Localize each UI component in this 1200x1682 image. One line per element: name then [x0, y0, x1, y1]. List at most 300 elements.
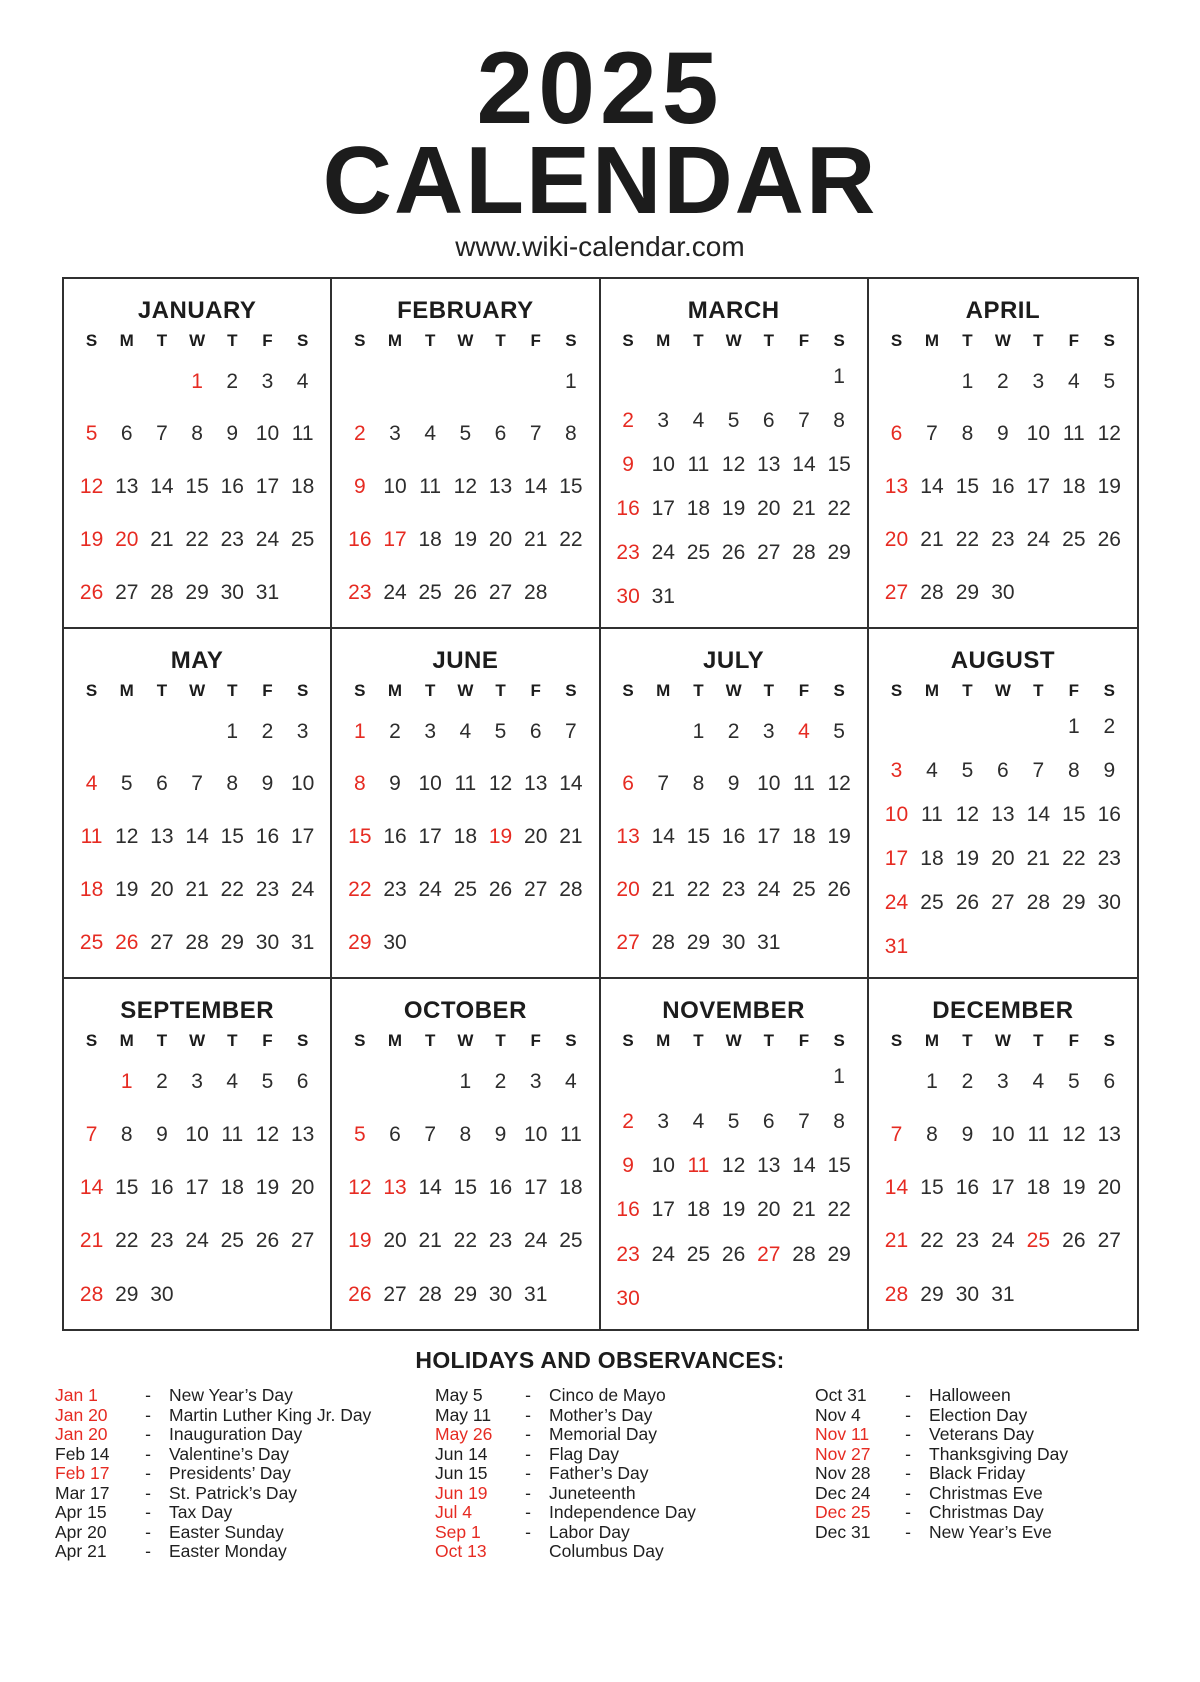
holiday-row	[815, 1484, 1145, 1504]
day-cell: 24	[524, 1229, 548, 1253]
weekday-label: T	[495, 681, 506, 701]
day-cell: 27	[488, 580, 513, 604]
weekday-label: F	[1068, 331, 1080, 351]
day-cell: 4	[1032, 1069, 1045, 1093]
day-cell: 15	[955, 475, 980, 499]
day-cell: 13	[488, 475, 513, 499]
holiday-name: Independence Day	[549, 1502, 696, 1523]
day-cell: 29	[920, 1282, 944, 1306]
day-cell: 24	[418, 877, 442, 901]
day-cell: 26	[488, 877, 513, 901]
day-cell: 30	[383, 930, 407, 954]
weekday-label: W	[994, 681, 1011, 701]
holiday-row	[435, 1542, 765, 1562]
day-cell: 11	[687, 1154, 710, 1178]
day-cell: 14	[920, 475, 944, 499]
day-cell: 21	[920, 527, 944, 551]
day-cell: 2	[261, 719, 274, 743]
month-june	[332, 629, 600, 979]
weekday-label: S	[890, 681, 903, 701]
day-cell: 5	[261, 1069, 274, 1093]
weekday-label: S	[354, 681, 366, 701]
day-cell: 30	[488, 1282, 513, 1306]
day-cell: 7	[890, 1122, 903, 1146]
weekday-label: T	[693, 331, 704, 351]
day-cell: 30	[616, 1287, 640, 1310]
day-cell: 22	[220, 877, 244, 901]
day-cell: 21	[559, 825, 583, 849]
day-cell: 4	[296, 369, 309, 393]
day-cell: 25	[792, 877, 816, 901]
weekday-header	[869, 677, 1137, 705]
day-cell: 14	[79, 1176, 104, 1200]
weekday-label: M	[656, 681, 671, 701]
month-august	[869, 629, 1137, 979]
day-cell: 25	[453, 877, 478, 901]
weekday-label: T	[1033, 331, 1044, 351]
day-cell: 17	[290, 825, 315, 849]
day-cell: 28	[920, 580, 944, 604]
holiday-row	[55, 1542, 385, 1562]
week-row	[342, 772, 588, 796]
month-september	[64, 979, 332, 1329]
day-cell: 6	[762, 1109, 775, 1133]
day-cell: 2	[389, 719, 401, 743]
day-cell: 20	[1097, 1176, 1121, 1200]
week-row	[879, 803, 1127, 827]
holiday-dash	[507, 1542, 549, 1562]
month-december	[869, 979, 1137, 1329]
holidays-column	[55, 1386, 385, 1562]
day-cell: 1	[459, 1069, 472, 1093]
month-january	[64, 279, 332, 629]
day-cell: 6	[997, 759, 1009, 783]
day-cell: 26	[955, 891, 980, 915]
day-cell: 28	[792, 541, 816, 565]
day-cell: 29	[185, 580, 209, 604]
day-cell: 11	[1062, 422, 1085, 446]
day-cell: 3	[657, 1109, 670, 1133]
week-row	[611, 585, 857, 609]
day-cell: 25	[920, 891, 944, 915]
month-title: MARCH	[687, 297, 780, 325]
weekday-label: T	[693, 681, 704, 701]
holiday-dash: -	[905, 1385, 911, 1406]
holiday-date: Dec 25	[815, 1502, 871, 1523]
day-cell: 27	[290, 1229, 315, 1253]
day-cell: 10	[524, 1122, 548, 1146]
weekday-label: T	[156, 1031, 168, 1051]
weeks-container	[332, 355, 598, 627]
day-cell: 27	[616, 930, 640, 954]
day-cell: 6	[1103, 1069, 1116, 1093]
holiday-dash: -	[145, 1541, 151, 1562]
week-row	[342, 825, 588, 849]
week-row	[74, 1176, 320, 1200]
holiday-dash: -	[145, 1443, 151, 1464]
month-november	[601, 979, 869, 1329]
week-row	[74, 720, 320, 744]
week-row	[879, 1229, 1127, 1253]
day-cell: 14	[884, 1176, 909, 1200]
day-cell: 31	[524, 1282, 548, 1306]
day-cell: 13	[884, 475, 909, 499]
day-cell: 2	[727, 719, 740, 743]
day-cell: 22	[453, 1229, 478, 1253]
holiday-date: Sep 1	[435, 1521, 481, 1542]
day-cell: 7	[191, 772, 203, 796]
holiday-row	[815, 1445, 1145, 1465]
holiday-row	[435, 1425, 765, 1445]
weekday-label: F	[530, 681, 541, 701]
day-cell: 4	[692, 409, 705, 433]
day-cell: 29	[348, 930, 372, 954]
day-cell: 5	[353, 1122, 366, 1146]
day-cell: 19	[1097, 475, 1121, 499]
weekday-label: T	[1033, 681, 1044, 701]
day-cell: 23	[348, 580, 372, 604]
weekday-label: S	[85, 1031, 98, 1051]
month-february	[332, 279, 600, 629]
day-cell: 25	[559, 1229, 583, 1253]
week-row	[342, 422, 588, 446]
day-cell: 31	[991, 1282, 1015, 1306]
weekday-label: F	[262, 681, 273, 701]
week-row	[74, 1070, 320, 1094]
day-cell: 14	[559, 772, 583, 796]
week-row	[879, 715, 1127, 739]
holiday-row	[815, 1425, 1145, 1445]
week-row	[879, 475, 1127, 499]
day-cell: 19	[721, 1198, 746, 1222]
holiday-date: May 26	[435, 1424, 493, 1445]
day-cell: 9	[389, 772, 401, 796]
weekday-header	[601, 677, 867, 705]
day-cell: 18	[920, 847, 944, 871]
day-cell: 20	[524, 825, 548, 849]
holiday-dash: -	[905, 1482, 911, 1503]
holiday-row	[55, 1503, 385, 1523]
day-cell: 11	[454, 772, 477, 796]
day-cell: 16	[220, 475, 244, 499]
day-cell: 20	[150, 877, 174, 901]
weekday-label: T	[693, 1031, 704, 1051]
weekday-label: S	[296, 1031, 309, 1051]
week-row	[879, 1123, 1127, 1147]
day-cell: 23	[991, 527, 1015, 551]
day-cell: 9	[961, 1122, 974, 1146]
weekday-label: T	[763, 331, 774, 351]
weekday-label: T	[424, 1031, 436, 1051]
day-cell: 15	[920, 1176, 944, 1200]
day-cell: 28	[418, 1282, 442, 1306]
day-cell: 3	[296, 719, 309, 743]
day-cell: 18	[686, 497, 711, 521]
day-cell: 19	[348, 1229, 372, 1253]
day-cell: 6	[389, 1122, 401, 1146]
day-cell: 27	[524, 877, 548, 901]
day-cell: 1	[961, 369, 974, 393]
day-cell: 22	[185, 527, 209, 551]
day-cell: 21	[884, 1229, 909, 1253]
day-cell: 31	[290, 930, 315, 954]
weekday-label: M	[924, 331, 940, 351]
week-row	[74, 1123, 320, 1147]
day-cell: 19	[721, 497, 746, 521]
holiday-name: Easter Monday	[169, 1541, 287, 1562]
weekday-header	[64, 1027, 330, 1055]
holiday-name: Father’s Day	[549, 1463, 649, 1484]
week-row	[74, 581, 320, 605]
weekday-label: W	[725, 681, 742, 701]
day-cell: 23	[955, 1229, 980, 1253]
weekday-label: F	[798, 681, 810, 701]
holiday-date: Nov 28	[815, 1463, 871, 1484]
day-cell: 21	[651, 877, 675, 901]
day-cell: 8	[565, 422, 577, 446]
day-cell: 23	[220, 527, 244, 551]
day-cell: 11	[221, 1122, 244, 1146]
day-cell: 2	[156, 1069, 168, 1093]
holiday-name: Mother’s Day	[549, 1404, 653, 1425]
day-cell: 17	[991, 1176, 1015, 1200]
day-cell: 4	[459, 719, 472, 743]
weekday-label: S	[565, 331, 577, 351]
holiday-dash: -	[145, 1502, 151, 1523]
day-cell: 8	[120, 1122, 133, 1146]
holiday-date: Jan 20	[55, 1404, 108, 1425]
day-cell: 15	[348, 825, 372, 849]
weeks-container	[869, 705, 1137, 977]
day-cell: 3	[261, 369, 274, 393]
week-row	[879, 370, 1127, 394]
holiday-date: Feb 17	[55, 1463, 110, 1484]
day-cell: 2	[622, 409, 634, 433]
weekday-label: M	[656, 331, 671, 351]
week-row	[611, 1287, 857, 1311]
day-cell: 25	[79, 930, 104, 954]
holiday-row	[55, 1484, 385, 1504]
weekday-label: M	[387, 331, 403, 351]
holiday-name: Christmas Day	[929, 1502, 1044, 1523]
weekday-label: T	[227, 331, 238, 351]
weekday-label: T	[1033, 1031, 1044, 1051]
day-cell: 16	[721, 825, 746, 849]
day-cell: 27	[884, 580, 909, 604]
day-cell: 5	[1103, 369, 1116, 393]
holiday-dash: -	[525, 1424, 531, 1445]
website-url: www.wiki-calendar.com	[455, 231, 745, 263]
day-cell: 20	[290, 1176, 315, 1200]
day-cell: 17	[651, 1198, 675, 1222]
day-cell: 8	[459, 1122, 472, 1146]
day-cell: 23	[488, 1229, 513, 1253]
holiday-date: May 11	[435, 1404, 492, 1425]
week-row	[611, 878, 857, 902]
day-cell: 26	[827, 877, 851, 901]
weekday-header	[332, 677, 598, 705]
weekday-header	[64, 677, 330, 705]
weekday-label: T	[424, 331, 436, 351]
week-row	[74, 1229, 320, 1253]
day-cell: 13	[1097, 1122, 1121, 1146]
day-cell: 4	[565, 1069, 577, 1093]
holidays-column	[435, 1386, 765, 1562]
day-cell: 9	[622, 453, 634, 477]
day-cell: 9	[353, 475, 366, 499]
day-cell: 26	[453, 580, 478, 604]
day-cell: 13	[383, 1176, 407, 1200]
day-cell: 8	[353, 772, 366, 796]
day-cell: 30	[955, 1282, 980, 1306]
day-cell: 24	[383, 580, 407, 604]
holiday-name: Thanksgiving Day	[929, 1443, 1069, 1464]
day-cell: 30	[1097, 891, 1121, 915]
day-cell: 4	[424, 422, 437, 446]
week-row	[342, 1176, 588, 1200]
week-row	[342, 878, 588, 902]
day-cell: 22	[686, 877, 711, 901]
day-cell: 1	[120, 1069, 133, 1093]
holiday-row	[435, 1406, 765, 1426]
day-cell: 16	[955, 1176, 980, 1200]
holiday-date: Jan 1	[55, 1385, 98, 1406]
day-cell: 16	[616, 1198, 640, 1222]
day-cell: 8	[833, 1109, 845, 1133]
day-cell: 3	[529, 1069, 542, 1093]
day-cell: 22	[827, 1198, 851, 1222]
weekday-header	[64, 327, 330, 355]
weekday-header	[869, 327, 1137, 355]
day-cell: 25	[686, 541, 711, 565]
day-cell: 27	[150, 930, 174, 954]
holiday-name: Presidents’ Day	[169, 1463, 291, 1484]
day-cell: 11	[80, 825, 103, 849]
day-cell: 14	[418, 1176, 442, 1200]
day-cell: 25	[418, 580, 442, 604]
weekday-label: M	[924, 681, 940, 701]
week-row	[879, 1176, 1127, 1200]
day-cell: 7	[657, 772, 670, 796]
weekday-label: S	[1103, 681, 1115, 701]
weekday-label: S	[622, 331, 634, 351]
holiday-date: May 5	[435, 1385, 483, 1406]
week-row	[879, 759, 1127, 783]
day-cell: 6	[622, 772, 634, 796]
weekday-label: T	[962, 331, 973, 351]
day-cell: 23	[150, 1229, 174, 1253]
day-cell: 3	[389, 422, 401, 446]
week-row	[611, 409, 857, 433]
day-cell: 19	[827, 825, 851, 849]
week-row	[74, 1283, 320, 1307]
weekday-label: W	[457, 1031, 474, 1051]
day-cell: 10	[757, 772, 781, 796]
holiday-row	[55, 1464, 385, 1484]
holiday-dash: -	[145, 1463, 151, 1484]
holidays-heading: HOLIDAYS AND OBSERVANCES:	[415, 1347, 785, 1374]
day-cell: 26	[115, 930, 139, 954]
holiday-name: Christmas Eve	[929, 1482, 1043, 1503]
day-cell: 25	[1026, 1229, 1051, 1253]
week-row	[342, 370, 588, 394]
holiday-date: Jun 14	[435, 1443, 488, 1464]
day-cell: 29	[220, 930, 244, 954]
holiday-name: Tax Day	[169, 1502, 233, 1523]
holiday-row	[435, 1445, 765, 1465]
day-cell: 18	[686, 1198, 711, 1222]
day-cell: 19	[79, 527, 104, 551]
day-cell: 14	[150, 475, 174, 499]
week-row	[879, 891, 1127, 915]
day-cell: 12	[453, 475, 478, 499]
holiday-name: Halloween	[929, 1385, 1011, 1406]
day-cell: 24	[185, 1229, 209, 1253]
weekday-label: T	[763, 681, 774, 701]
day-cell: 9	[494, 1122, 507, 1146]
day-cell: 11	[559, 1122, 582, 1146]
day-cell: 12	[79, 475, 104, 499]
day-cell: 21	[792, 1198, 816, 1222]
weekday-label: S	[833, 681, 845, 701]
day-cell: 27	[1097, 1229, 1121, 1253]
weekday-label: T	[227, 1031, 238, 1051]
day-cell: 26	[721, 1242, 746, 1266]
day-cell: 5	[1067, 1069, 1080, 1093]
day-cell: 23	[383, 877, 407, 901]
weekday-label: F	[530, 331, 541, 351]
day-cell: 18	[1062, 475, 1086, 499]
holiday-dash: -	[905, 1443, 911, 1464]
weekday-label: S	[622, 1031, 634, 1051]
holiday-dash: -	[145, 1482, 151, 1503]
weekday-label: T	[424, 681, 436, 701]
day-cell: 18	[559, 1176, 583, 1200]
day-cell: 30	[150, 1282, 174, 1306]
day-cell: 3	[424, 719, 437, 743]
day-cell: 7	[156, 422, 168, 446]
holidays-section	[0, 1347, 1200, 1562]
holiday-name: Easter Sunday	[169, 1521, 284, 1542]
month-title: FEBRUARY	[397, 297, 534, 325]
holiday-name: Veterans Day	[929, 1424, 1035, 1445]
weekday-label: M	[119, 681, 134, 701]
weekday-header	[601, 327, 867, 355]
holiday-dash: -	[525, 1463, 531, 1484]
day-cell: 30	[220, 580, 244, 604]
holiday-row	[55, 1406, 385, 1426]
holiday-name: Valentine’s Day	[169, 1443, 289, 1464]
day-cell: 1	[226, 719, 239, 743]
holiday-dash: -	[145, 1424, 151, 1445]
day-cell: 17	[383, 527, 407, 551]
day-cell: 16	[1097, 803, 1121, 827]
weekday-label: W	[457, 681, 474, 701]
day-cell: 10	[651, 453, 675, 477]
day-cell: 21	[150, 527, 174, 551]
month-title: MAY	[170, 647, 224, 675]
day-cell: 24	[757, 877, 781, 901]
day-cell: 12	[721, 453, 746, 477]
day-cell: 28	[79, 1282, 104, 1306]
day-cell: 21	[418, 1229, 442, 1253]
day-cell: 24	[884, 891, 909, 915]
day-cell: 27	[383, 1282, 407, 1306]
day-cell: 26	[1097, 527, 1121, 551]
day-cell: 14	[1026, 803, 1051, 827]
day-cell: 31	[255, 580, 280, 604]
day-cell: 7	[85, 1122, 98, 1146]
